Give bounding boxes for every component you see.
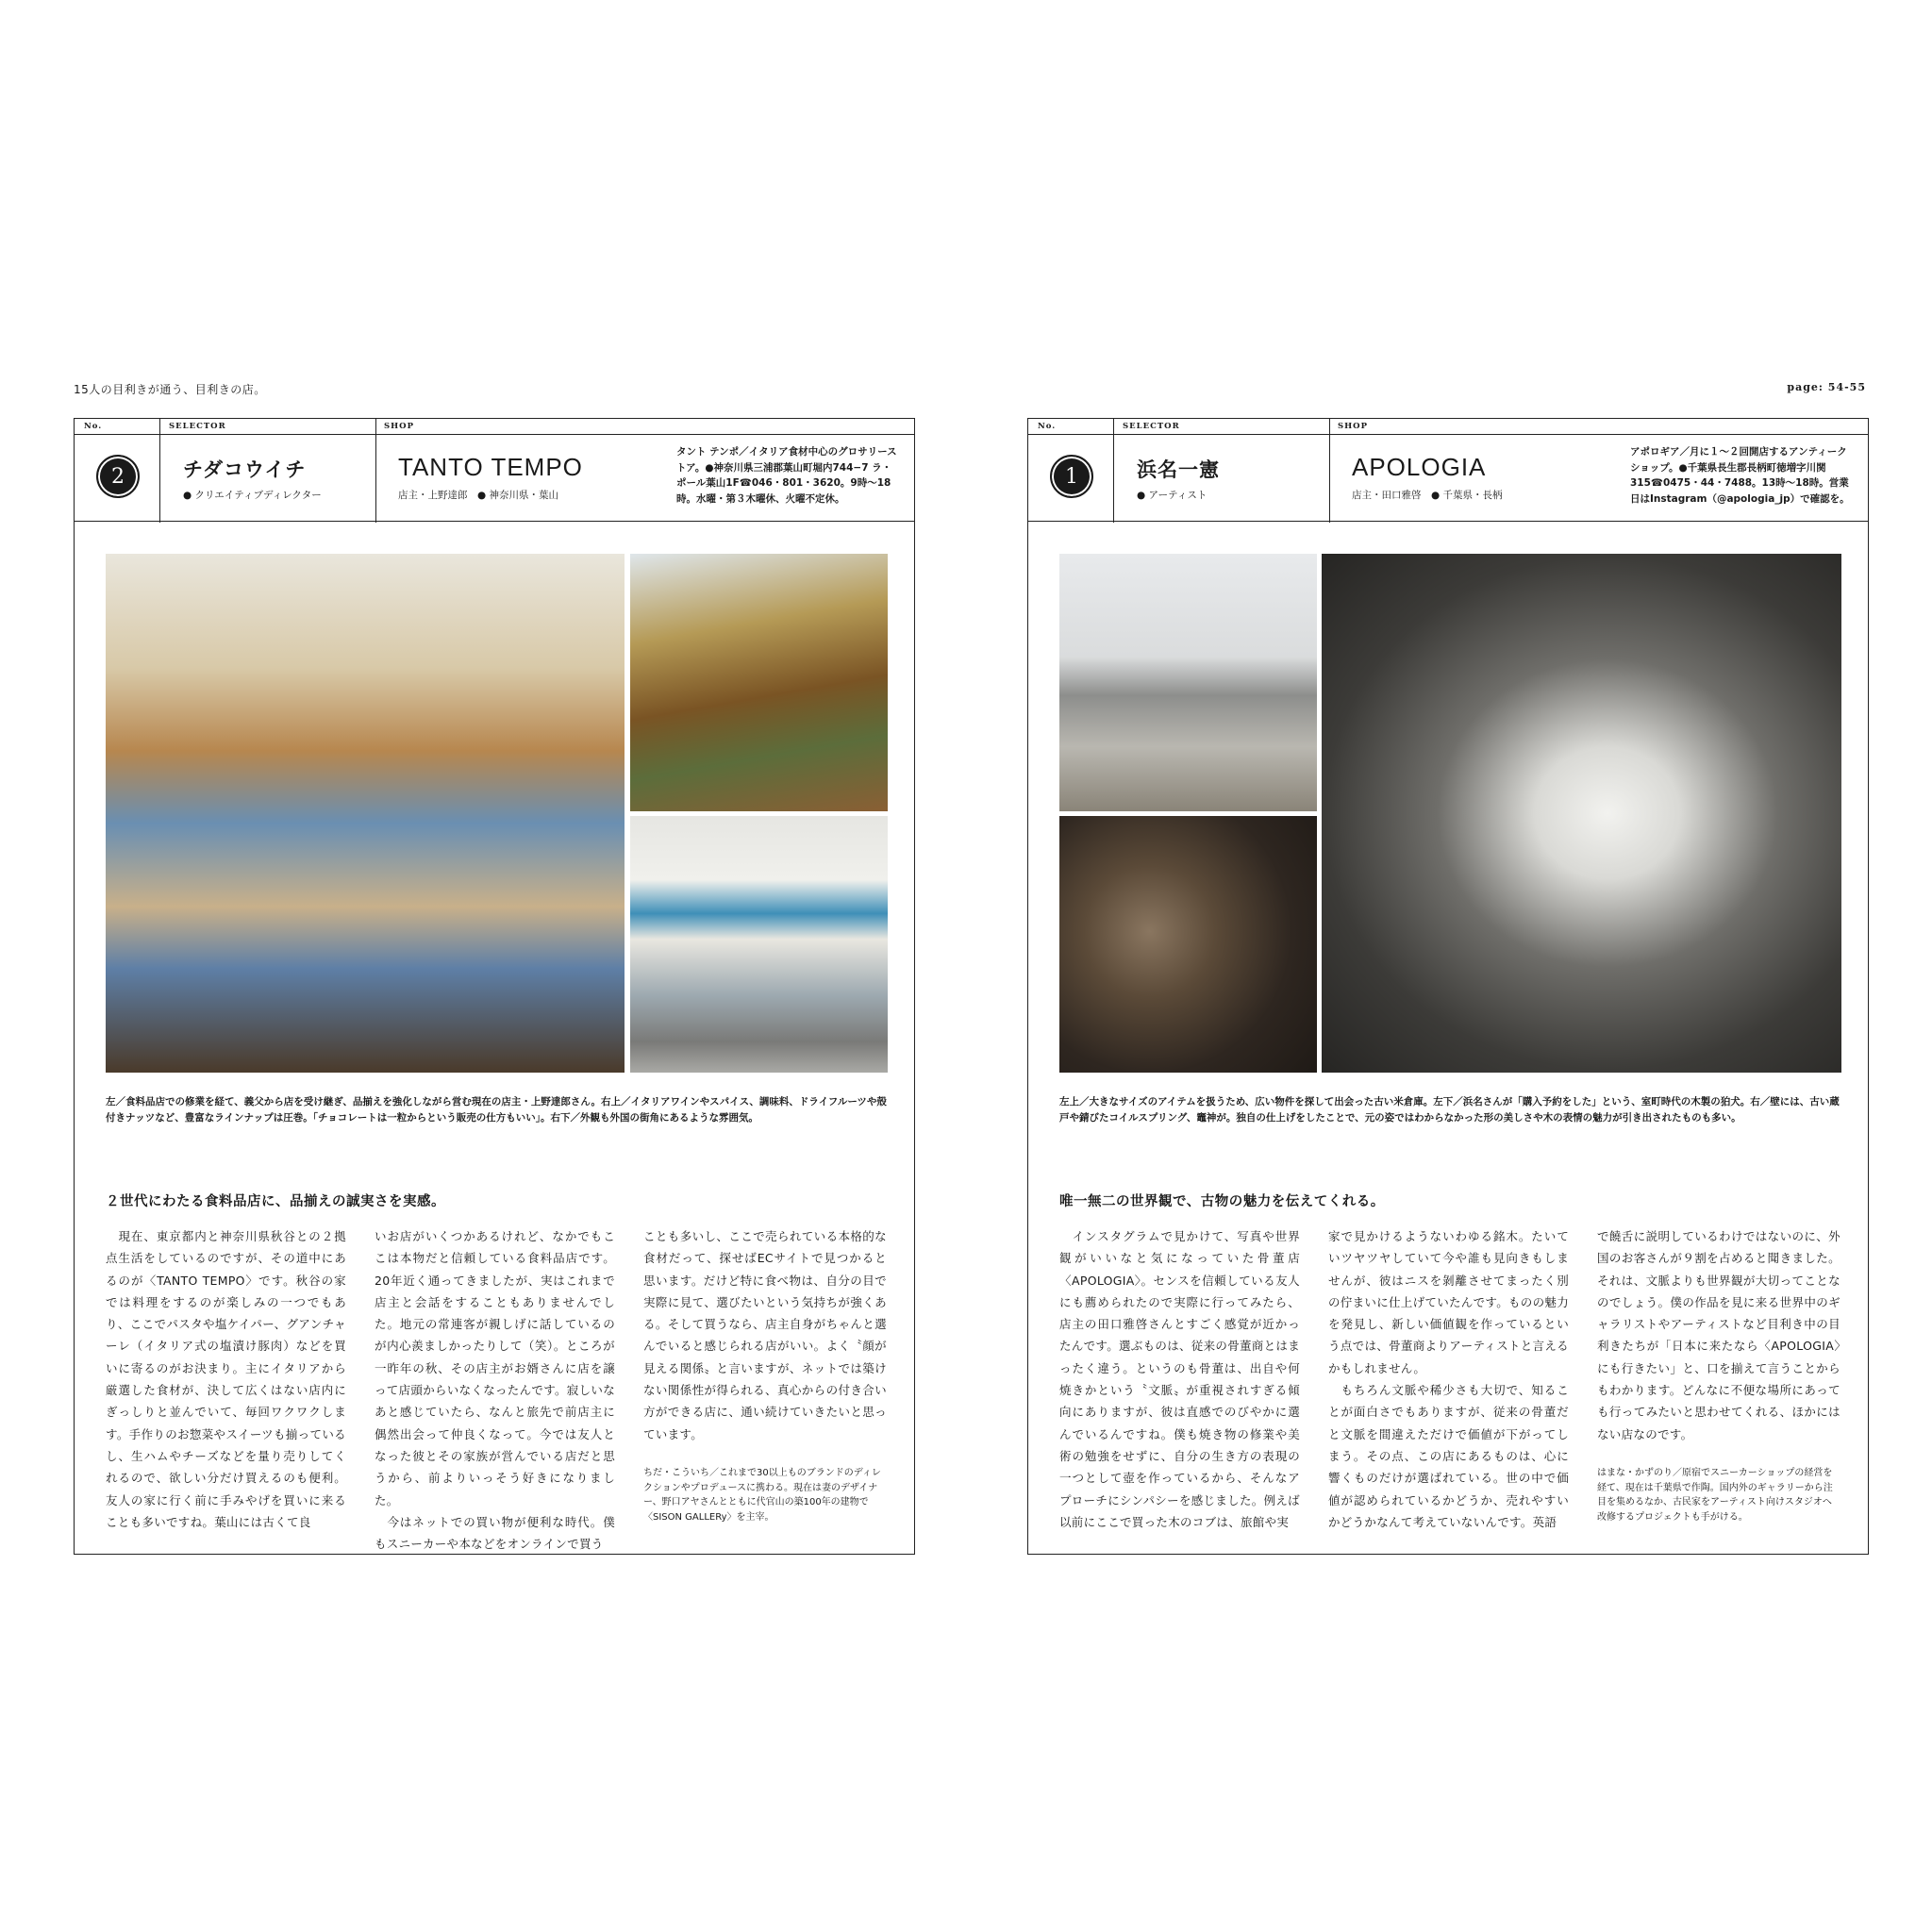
running-head-left: 15人の目利きが通う、目利きの店。 [74,383,266,396]
photo-wine-shelves [630,554,888,811]
divider [1113,419,1114,523]
photo-wooden-komainu [1059,816,1317,1073]
selector-role: ● クリエイティブディレクター [183,490,322,501]
shop-description: タント テンポ／イタリア食材中心のグロサリーストア。●神奈川県三浦郡葉山町堀内744−7 ラ・ポール葉山1F☎046・801・3620。9時〜18時。水曜・第３木曜休、火曜不定休。 [676,446,897,505]
article-column-2: いお店がいくつかあるけれど、なかでもここは本物だと信頼している食料品店です。20年近く通ってきましたが、実はこれまで店主と会話をすることもありませんでした。地元の常連客が親しげに話しているのが内心羨ましかったりして（笑）。ところが一昨年の秋、その店主がお婿さんに店を譲って店頭からいなくなったんです。寂しいなあと感じていたら、なんと旅先で前店主に偶然出会って仲良くなって。今では友人となった彼とその家族が営んでいる店だと思うから、前よりいっそう好きになりました。 今はネットでの買い物が便利な時代。僕もスニーカーや本などをオンラインで買う [375,1229,616,1552]
label-no: No. [1038,422,1057,431]
label-shop: SHOP [1338,422,1368,431]
article-column-1: インスタグラムで見かけて、写真や世界観がいいなと気になっていた骨董店〈APOLOGIA〉。センスを信頼している友人にも薦められたので実際に行ってみたら、店主の田口雅啓さんとすごく感覚が近かったんです。選ぶものは、従来の骨董商とはまったく違う。というのも骨董は、出自や何焼きかという〝文脈〟が重視されすぎる傾向にありますが、彼は直感でのびやかに選んでいるんですね。僕も焼き物の修業や美術の勉強をせずに、自分の生き方の表現の一つとして壺を作っているから、そんなアプローチにシンパシーを感じました。例えば以前にここで買った木のコブは、旅館や実 [1059,1229,1301,1529]
photo-store-interior [106,554,625,1073]
shop-description: アポロギア／月に１〜２回開店するアンティークショップ。●千葉県長生郡長柄町徳増字川関315☎0475・44・7488。13時〜18時。営業日はInstagram（@apologia_jp）で確認を。 [1630,446,1850,505]
label-no: No. [84,422,103,431]
label-shop: SHOP [384,422,414,431]
photo-shop-front [630,816,888,1073]
photo-caption: 左上／大きなサイズのアイテムを扱うため、広い物件を探して出会った古い米倉庫。左下／浜名さんが「購入予約をした」という、室町時代の木製の狛犬。右／壁には、古い蔵戸や錆びたコイルスプリング、竈神が。独自の仕上げをしたことで、元の姿ではわからなかった形の美しさや木の表情の魅力が引き出されたものも多い。 [1059,1096,1840,1124]
shop-name: APOLOGIA [1352,453,1487,481]
shop-panel-tanto-tempo [74,418,915,1555]
entry-number-badge: 2 [96,455,140,498]
page-number: page: 54-55 [1787,381,1866,393]
divider [375,419,376,523]
photo-gallery-interior [1322,554,1841,1073]
photo-caption: 左／食料品店での修業を経て、義父から店を受け継ぎ、品揃えを強化しながら営む現在の店主・上野達郎さん。右上／イタリアワインやスパイス、調味料、ドライフルーツや殻付きナッツなど、豊富なラインナップは圧巻。「チョコレートは一粒からという販売の仕方もいい」。右下／外観も外国の街角にあるような雰囲気。 [106,1096,887,1124]
article-column-1: 現在、東京都内と神奈川県秋谷との２拠点生活をしているのですが、その道中にあるのが〈TANTO TEMPO〉です。秋谷の家では料理をするのが楽しみの一つでもあり、ここでパスタや塩ケイパー、グアンチャーレ（イタリア式の塩漬け豚肉）などを買いに寄るのがお決まり。主にイタリアから厳選した食材が、決して広くはない店内にぎっしりと並んでいて、毎回ワクワクします。手作りのお惣菜やスイーツも揃っているし、生ハムやチーズなどを量り売りしてくれるので、欲しい分だけ買えるのも便利。友人の家に行く前に手みやげを買いに来ることも多いですね。葉山には古くて良 [106,1229,346,1529]
selector-name: 浜名一憲 [1137,458,1220,481]
label-selector: SELECTOR [1123,422,1180,431]
divider [1329,419,1330,523]
header-label-row [1028,419,1868,435]
selector-role: ● アーティスト [1137,490,1208,501]
divider [1028,521,1868,522]
photo-rice-warehouse [1059,554,1317,811]
divider [159,419,160,523]
selector-profile: はまな・かずのり／原宿でスニーカーショップの経営を経て、現在は千葉県で作陶。国内外のギャラリーから注目を集めるなか、古民家をアーティスト向けスタジオへ改修するプロジェクトも手がける。 [1597,1468,1833,1523]
article-lead: ２世代にわたる食料品店に、品揃えの誠実さを実感。 [106,1194,445,1209]
shop-meta: 店主・上野達郎 ● 神奈川県・葉山 [398,490,558,501]
label-selector: SELECTOR [169,422,226,431]
shop-panel-apologia [1027,418,1869,1555]
divider [75,521,914,522]
shop-meta: 店主・田口雅啓 ● 千葉県・長柄 [1352,490,1503,501]
header-label-row [75,419,914,435]
article-column-3: ことも多いし、ここで売られている本格的な食材だって、探せばECサイトで見つかると思います。だけど特に食べ物は、自分の目で実際に見て、選びたいという気持ちが強くある。そして買うなら、店主自身がちゃんと選んでいると感じられる店がいい。よく〝顔が見える関係〟と言いますが、ネットでは築けない関係性が得られる、真心からの付き合い方ができる店に、通い続けていきたいと思っています。 [643,1229,887,1441]
article-lead: 唯一無二の世界観で、古物の魅力を伝えてくれる。 [1059,1194,1385,1209]
article-column-3: で饒舌に説明しているわけではないのに、外国のお客さんが９割を占めると聞きました。それは、文脈よりも世界観が大切ってことなのでしょう。僕の作品を見に来る世界中のギャラリストやアーティストなど目利き中の目利きたちが「日本に来たなら〈APOLOGIA〉にも行きたい」と、口を揃えて言うことからもわかります。どんなに不便な場所にあっても行ってみたいと思わせてくれる、ほかにはない店なのです。 [1597,1229,1840,1441]
article-column-2: 家で見かけるようないわゆる銘木。たいていツヤツヤしていて今や誰も見向きもしませんが、彼はニスを剝離させてまったく別の佇まいに仕上げていたんです。ものの魅力を発見し、新しい価値観を作っているという点では、骨董商よりアーティストと言えるかもしれません。 もちろん文脈や稀少さも大切で、知ることが面白さでもありますが、従来の骨董だと文脈を間違えただけで価値が下がってしまう。その点、この店にあるものは、心に響くものだけが選ばれている。世の中で価値が認められているかどうか、売れやすいかどうかなんて考えていないんです。英語 [1328,1229,1570,1529]
entry-number-badge: 1 [1050,455,1093,498]
selector-name: チダコウイチ [183,458,307,481]
shop-name: TANTO TEMPO [398,453,583,481]
selector-profile: ちだ・こういち／これまで30以上ものブランドのディレクションやプロデュースに携わる。現在は妻のデザイナー、野口アヤさんとともに代官山の築100年の建物で〈SISON GALLERy〉を主宰。 [643,1468,881,1523]
